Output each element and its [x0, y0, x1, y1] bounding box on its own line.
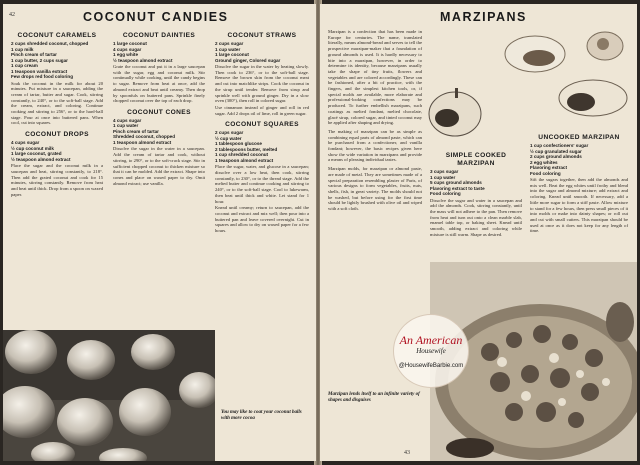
- recipe-title: COCONUT CARAMELS: [17, 32, 97, 39]
- ingredient: ½ cup water: [215, 135, 242, 141]
- ingredient: 3 cups sugar: [430, 169, 459, 174]
- recipe-title: COCONUT CONES: [127, 108, 191, 116]
- photo-caption-left: You may like to coat your coconut balls with more cocoa: [221, 410, 302, 421]
- left-column-3: [215, 32, 309, 234]
- left-column-2: [113, 32, 205, 186]
- ingredient: Pinch cream of tartar: [113, 128, 159, 134]
- page-number-left: 42: [9, 12, 15, 18]
- recipe-title: COCONUT SQUARES: [225, 121, 299, 129]
- ingredient: 1 egg white: [113, 52, 139, 57]
- watermark-line-1: An American: [399, 333, 463, 347]
- right-column-2: [430, 152, 522, 237]
- recipe-title: COCONUT DAINTIES: [122, 32, 196, 39]
- recipe-body: Dissolve the sugar in the water in a saucepan. Add the cream of tartar and cook, without stirring, to 290°, or to the soft-crack stage. Stir in sufficient chopped coconut to thicken mixture so that it can be molded. Add the extract. Shape into cones and place on waxed paper to dry. Omit almond extract; use vanilla.: [113, 146, 205, 186]
- left-page-title: COCONUT CANDIES: [83, 10, 229, 24]
- ingredient: 1 cup butter, 2 cups sugar: [11, 57, 68, 63]
- ingredient: 1 cup cream: [11, 63, 38, 68]
- recipe-title: SIMPLE COOKED MARZIPAN: [445, 152, 507, 167]
- ingredient: Ground ginger, Colored sugar: [215, 57, 281, 63]
- left-page: [3, 4, 316, 461]
- marzipan-intro-2: The making of marzipan can be as simple as combining equal parts of almond paste, which can be purchased from a confectioner, and vanilla fondant; however, the basic recipes given here show the wide variation in marzipans and provide a means of pleasing individual tastes.: [328, 128, 422, 163]
- ingredient: 1 large coconut: [113, 41, 147, 46]
- recipe-note: Use cinnamon instead of ginger and roll in red sugar. Add 2 drops oil of lime, roll in green sugar.: [215, 104, 309, 116]
- ingredient: Shredded coconut, chopped: [113, 134, 176, 140]
- recipe-body: Sift the sugars together, then add the almonds and mix well. Beat the egg whites until frothy and blend into the sugar and almond mixture; add extract and coloring. Knead until smooth. If necessary, add a little more sugar to form a stiff paste. Allow mixture to stand for a few hours, then press small pieces of it into molds or make into dainty shapes; or roll out and cut with small cutters. This marzipan should be used at once as it does not keep for any length of time.: [530, 177, 628, 234]
- marzipan-intro-3: Marzipan molds, for marzipan or almond paste, are made of metal. They are sometimes made of a special preparation resembling plaster of Paris, of various designs to form vegetables, fruits, nuts, shells, fish, in great variety. The molds should not be washed, but before using for the first time should be lightly brushed with olive oil and wiped with a soft cloth.: [328, 166, 422, 212]
- ingredient: 1 cup shredded coconut: [215, 152, 269, 158]
- ingredient: ½ cup granulated sugar: [530, 148, 582, 154]
- ingredient: ½ teaspoon almond extract: [113, 57, 173, 63]
- ingredient: 1 teaspoon vanilla extract: [11, 68, 68, 74]
- recipe-body: Grate the coconut and put it in a large saucepan with the sugar, egg and coconut milk. Stir continually while cooking, until the candy begins to sugar. Remove from heat at once, add the almond extract and beat until creamy. Then drop by spoonfuls on buttered pans. Sprinkle finely chopped coconut over the top of each drop.: [113, 64, 205, 104]
- ingredient: 1 cup water: [113, 123, 139, 129]
- right-column-1: [328, 28, 422, 212]
- ingredient: Food coloring: [430, 191, 461, 196]
- watermark-badge: [393, 314, 469, 388]
- watermark-line-3: @HousewifeBarbie.com: [398, 363, 464, 369]
- ingredient: Pinch cream of tartar: [11, 52, 57, 57]
- ingredient: 1 teaspoon almond extract: [215, 157, 274, 163]
- ingredient: ½ cup coconut milk: [11, 145, 54, 151]
- ingredient: Flavoring extract: [530, 165, 568, 170]
- marzipan-fruit-photo: [425, 84, 487, 144]
- watermark-line-2: Housewife: [416, 347, 446, 355]
- right-column-3: [530, 134, 628, 234]
- ingredient: Flavoring extract to taste: [430, 185, 485, 191]
- ingredient: 4 cups sugar: [113, 46, 142, 52]
- page-number-right: 43: [404, 450, 410, 456]
- ingredient: 2 cups ground almonds: [530, 154, 582, 159]
- ingredient: Food coloring: [530, 170, 561, 176]
- ingredient: 2 cups sugar: [215, 130, 244, 136]
- recipe-title: COCONUT STRAWS: [227, 32, 297, 39]
- recipe-body: Dissolve the sugar and water in a saucepan and add the almonds. Cook, stirring constantly, until the mass will not adhere to the pan. Then remove from heat and turn out onto a clean marble slab, enamel table top, or baking sheet. Knead until smooth, adding extract and coloring while mixture is still warm. Shape as desired.: [430, 197, 522, 237]
- recipe-title: COCONUT DROPS: [25, 131, 89, 139]
- ingredient: 2 tablespoons butter, melted: [215, 146, 278, 152]
- ingredient: ½ teaspoon almond extract: [11, 156, 71, 162]
- left-column-1: [11, 32, 103, 197]
- ingredient: Few drops red food coloring: [11, 74, 74, 79]
- ingredient: 1 large coconut: [215, 52, 249, 57]
- ingredient: 4 cups sugar: [113, 117, 142, 123]
- ingredient: 1 large coconut, grated: [11, 151, 62, 157]
- ingredient: 1 cup confectioners' sugar: [530, 143, 589, 148]
- right-page-title: MARZIPANS: [440, 10, 527, 24]
- recipe-note: Knead until creamy; return to saucepan, add the coconut and extract and mix well; then pour into a buttered pan and leave covered overnight. Cut in squares and allow to dry on waxed paper for a few hours.: [215, 205, 309, 234]
- ingredient: 4 cups sugar: [11, 140, 40, 146]
- ingredient: 1 cup water: [430, 174, 456, 180]
- ingredient: 1 cup milk: [11, 46, 34, 52]
- marzipan-intro: Marzipan is a confection that has been made in Europe for centuries. The name, translated literally, means almond-bread and serves to tell the prospective marzipan-maker that a foundation of ground almonds is used. It is hardly necessary to bite into a marzipan, however, in order to determine its identity, because marzipans usually take the shape of tiny fruits, flowers and vegetables and are colored accordingly. These can be fashioned, after a bit of practice, with the fingers, and the simplest kitchen tools, or, if special molds are available, more elaborate and professional-looking confections may be produced. To further embellish marzipans, such coatings as melted fondant, melted chocolate, glacé sirup, colored sugar, and tinted coconut may be applied after shaping and drying.: [328, 29, 422, 126]
- ingredient: 1 cup water: [215, 46, 241, 52]
- recipe-title: UNCOOKED MARZIPAN: [538, 134, 620, 141]
- ingredient: 2 cups sugar: [215, 41, 244, 46]
- coconut-candies-photo: [3, 330, 215, 461]
- recipe-body: Soak the coconut in the milk for about 20 minutes. Put mixture in a saucepan, adding the cream of tartar, butter and sugar. Cook, stirring constantly, to 240°, or to the soft-ball stage. Add the cream, extract, and coloring. Continue cooking and stirring to 256°, or to the hard-ball stage. Pour at once into buttered pans. When cool, cut into squares.: [11, 80, 103, 126]
- marzipan-shapes-photo: [485, 28, 635, 132]
- right-page: [320, 4, 637, 461]
- ingredient: 2 cups shredded coconut, chopped: [11, 41, 89, 46]
- photo-caption-right: Marzipan lends itself to an infinite variety of shapes and disguises: [328, 392, 420, 403]
- recipe-body: Dissolve the sugar in the water by heating slowly. Then cook to 236°, or to the soft-ball stage. Remove the brown skin from the coconut meat and cut into matchlike strips. Cook the coconut in the sirup until tender. Remove from sirup and sprinkle well with ground ginger. Dry in a slow oven (300°), then roll in colored sugar.: [215, 64, 309, 104]
- ingredient: 5 cups ground almonds: [430, 180, 482, 185]
- recipe-body: Place the sugar and the coconut milk in a saucepan and heat, stirring constantly, to 218°. Then add the grated coconut and cook for 15 minutes, stirring constantly. Remove from heat and beat until thick. Drop from a spoon on waxed paper.: [11, 163, 103, 197]
- ingredient: 1 tablespoon glucose: [215, 141, 262, 147]
- ingredient: 2 egg whites: [530, 159, 558, 165]
- recipe-body: Place the sugar, water, and glucose in a saucepan; dissolve over a low heat, then cook, stirring constantly, to 230°, or to the thread stage. Add the melted butter and continue cooking and stirring to 240°, or to the soft-ball stage. Cool to lukewarm, then beat until thick and white. Let stand for 1 hour.: [215, 164, 309, 204]
- ingredient: 1 teaspoon almond extract: [113, 139, 172, 145]
